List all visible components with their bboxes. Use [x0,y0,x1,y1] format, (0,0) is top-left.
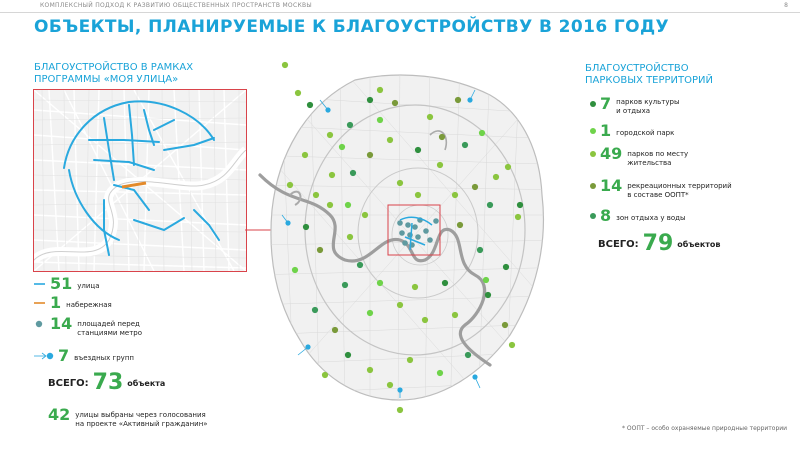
voting-label-line2: на проекте «Активный гражданин» [75,420,208,428]
park-marker [303,224,309,230]
recreation-areas-count: 14 [600,176,623,195]
right-subtitle-line1: БЛАГОУСТРОЙСТВО [585,63,689,74]
park-marker [503,264,509,270]
park-marker [329,172,335,178]
park-marker [339,144,345,150]
right-section-title [585,63,713,87]
park-marker [367,97,373,103]
recreation-areas-label-line2: в составе ООПТ* [627,191,689,199]
park-marker [485,292,491,298]
right-total-value: 79 [642,231,674,256]
left-total-value: 73 [92,370,124,395]
right-total-unit: объектов [677,240,721,249]
entry-group-marker [305,344,310,349]
recreation-areas-label-line1: рекреационных территорий [627,182,732,190]
park-marker [502,322,508,328]
entry-group-marker [325,107,330,112]
park-marker [295,90,301,96]
waterside-zone-dot-icon [590,213,596,219]
park-marker [397,180,403,186]
metro-square-marker [402,240,408,246]
left-subtitle-line2: ПРОГРАММЫ «МОЯ УЛИЦА» [34,74,179,85]
recreation-areas-label [627,182,731,200]
left-total-unit: объекта [127,379,166,388]
park-marker [347,234,353,240]
park-marker [317,247,323,253]
moscow-map [250,55,575,420]
park-marker [342,282,348,288]
metro-square-dot-icon [34,316,46,332]
park-marker [387,137,393,143]
city-park-dot-icon [590,128,596,134]
park-marker [313,192,319,198]
right-total [598,231,720,256]
legend-streets [34,276,100,292]
park-marker [322,372,328,378]
park-marker [455,97,461,103]
culture-parks-label-line2: и отдыха [616,107,651,115]
legend-embankment [34,295,112,311]
park-marker [345,202,351,208]
inset-map-graphic [34,90,246,271]
city-park-label: городской парк [616,129,675,137]
culture-parks-label-line1: парков культуры [616,98,680,106]
park-marker [437,370,443,376]
park-marker [312,307,318,313]
park-marker [377,117,383,123]
metro-square-marker [427,237,433,243]
streets-label: улица [77,282,100,290]
embankment-count: 1 [50,293,62,312]
park-marker [345,352,351,358]
left-total [48,370,165,395]
residential-parks-label [627,150,688,168]
left-subtitle-line1: БЛАГОУСТРОЙСТВО В РАМКАХ [34,62,194,73]
park-marker [493,174,499,180]
waterside-zones-count: 8 [600,206,612,225]
park-marker [387,382,393,388]
park-marker [350,170,356,176]
culture-park-dot-icon [590,101,596,107]
voting-note [48,407,208,429]
culture-parks-count: 7 [600,94,612,113]
legend-recreation-areas [590,178,732,200]
legend-entry-groups [34,348,134,364]
park-marker [332,327,338,333]
park-marker [505,164,511,170]
center-inset-map [33,89,247,272]
park-marker [357,262,363,268]
park-marker [422,317,428,323]
metro-squares-label [77,320,142,338]
deck-title: КОМПЛЕКСНЫЙ ПОДХОД К РАЗВИТИЮ ОБЩЕСТВЕННЫХ ПРОСТРАНСТВ МОСКВЫ [40,2,313,9]
entry-groups-label: въездных групп [74,354,134,362]
residential-parks-label-line2: жительства [627,159,672,167]
park-marker [442,280,448,286]
right-total-label: ВСЕГО: [598,239,639,250]
recreation-area-dot-icon [590,183,596,189]
park-marker [483,277,489,283]
embankment-label: набережная [66,301,112,309]
metro-squares-label-line2: станциями метро [77,329,143,337]
park-marker [412,284,418,290]
metro-squares-count: 14 [50,314,73,333]
orange-line-icon [34,295,46,311]
left-section-title [34,62,193,86]
metro-squares-label-line1: площадей перед [77,320,140,328]
park-marker [327,202,333,208]
park-marker [377,87,383,93]
park-marker [347,122,353,128]
park-marker [367,310,373,316]
park-marker [292,267,298,273]
residential-parks-count: 49 [600,144,623,163]
header-rule [0,12,800,13]
voting-label-line1: улицы выбраны через голосования [75,411,206,419]
park-marker [392,100,398,106]
park-marker [515,214,521,220]
metro-square-marker [433,218,439,224]
park-marker [457,222,463,228]
park-marker [282,62,288,68]
park-marker [415,147,421,153]
entry-groups-count: 7 [58,346,70,365]
metro-square-marker [399,230,405,236]
culture-parks-label [616,98,679,116]
legend-city-park [590,123,674,139]
blue-line-icon [34,276,46,292]
top-bar [0,0,800,14]
voting-count: 42 [48,405,71,424]
park-marker [452,312,458,318]
park-marker [362,212,368,218]
entry-group-marker [397,387,402,392]
park-marker [415,192,421,198]
park-marker [462,142,468,148]
metro-square-marker [423,228,429,234]
metro-square-marker [397,220,403,226]
city-park-count: 1 [600,121,612,140]
left-total-label: ВСЕГО: [48,378,89,389]
park-marker [307,102,313,108]
residential-parks-label-line1: парков по месту [627,150,689,158]
park-marker [517,202,523,208]
legend-culture-parks [590,96,679,116]
moscow-map-graphic [250,55,575,420]
legend-metro-squares [34,316,142,338]
park-marker [437,162,443,168]
entry-group-marker [472,374,477,379]
voting-label [75,411,207,429]
park-marker [407,357,413,363]
footnote: * ООПТ – особо охраняемые природные территории [622,425,788,432]
park-marker [487,202,493,208]
park-marker [302,152,308,158]
right-legend [590,96,795,256]
park-marker [439,134,445,140]
park-marker [327,132,333,138]
park-marker [367,152,373,158]
park-marker [397,302,403,308]
waterside-zones-label: зон отдыха у воды [616,214,686,222]
legend-waterside-zones [590,208,685,224]
park-marker [367,367,373,373]
park-marker [477,247,483,253]
entry-group-marker [467,97,472,102]
page-title: ОБЪЕКТЫ, ПЛАНИРУЕМЫЕ К БЛАГОУСТРОЙСТВУ В 2016 ГОДУ [34,17,670,37]
park-marker [465,352,471,358]
park-marker [472,184,478,190]
metro-square-marker [412,224,418,230]
park-marker [479,130,485,136]
residential-park-dot-icon [590,151,596,157]
left-legend [34,276,254,441]
park-marker [452,192,458,198]
entry-group-marker [285,220,290,225]
metro-square-marker [415,234,421,240]
park-marker [397,407,403,413]
page-number: 8 [784,2,788,9]
park-marker [287,182,293,188]
metro-square-marker [405,222,411,228]
arrow-dot-icon [34,348,56,364]
park-marker [377,280,383,286]
streets-count: 51 [50,274,73,293]
park-marker [427,114,433,120]
park-marker [509,342,515,348]
right-subtitle-line2: ПАРКОВЫХ ТЕРРИТОРИЙ [585,75,714,86]
legend-residential-parks [590,146,688,168]
